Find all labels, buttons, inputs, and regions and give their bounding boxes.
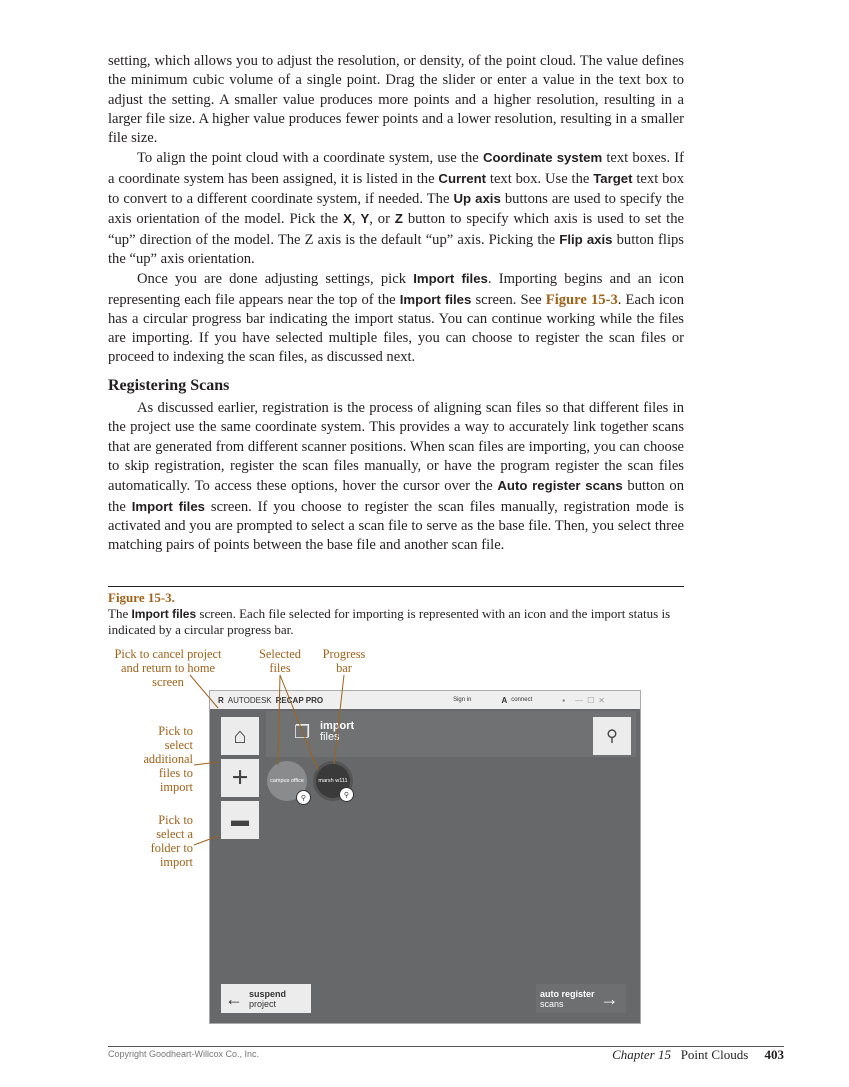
- home-icon: ⌂: [233, 723, 247, 748]
- text-run: text box. Use the: [486, 170, 594, 187]
- bold-term: Target: [593, 170, 633, 186]
- chapter-label: Chapter 15: [612, 1047, 671, 1062]
- recap-logo-icon: R: [218, 695, 224, 705]
- callout-folder: Pick to select a folder to import: [150, 813, 193, 869]
- callout-additional-files: Pick to select additional files to import: [143, 724, 193, 794]
- text-run: Once you are done adjusting settings, pick: [137, 271, 414, 288]
- bold-term: Flip axis: [559, 231, 613, 247]
- text-run: To align the point cloud with a coordinate system, use the: [137, 150, 483, 167]
- arrow-right-icon: →: [600, 988, 619, 1009]
- caption-text: The: [108, 605, 132, 621]
- chapter-title: Point Clouds: [680, 1047, 749, 1062]
- caption-bold: Import files: [131, 606, 197, 621]
- brand: AUTODESK: [227, 695, 272, 705]
- text-run: text boxes. If a coordinate system has been assigned, it is listed in the: [108, 150, 684, 187]
- bold-term: Z: [394, 211, 403, 227]
- page-number: 403: [764, 1047, 784, 1062]
- file-name: marsh w111: [318, 778, 348, 784]
- text-run: setting, which allows you to adjust the resolution, or density, of the point cloud. The value defines the minimum cubic volume of a single point. Drag the slider or enter a value in the text box to adjust the setting. A smaller value produces more points and a higher resolution, resulting in a larger file size. A higher value produces fewer points and a lower resolution, resulting in a smaller file size.: [108, 53, 684, 147]
- arrow-selected-1: [278, 675, 280, 765]
- bold-term: Auto register scans: [497, 478, 623, 494]
- sign-in-button[interactable]: Sign in: [453, 697, 472, 703]
- bold-term: Import files: [399, 291, 472, 307]
- text-run: ,: [351, 211, 361, 228]
- text-run: As discussed earlier, registration is the process of aligning scan files so that different files in the project use the same coordinate system. This provides a way to accurately link together scans that are generated from different scanner positions. When scan files are importing, you can choose to skip registration, register the scan files manually, or have the program register the scan files automatically. To access these options, hover the cursor over the: [108, 400, 684, 495]
- scanner-icon: ⚲: [296, 790, 311, 805]
- text-run: button to specify which axis is used to set the “up” direction of the model. The Z axis is the default “up” axis. Picking the: [108, 211, 685, 248]
- maximize-icon[interactable]: ☐: [587, 695, 595, 705]
- scans-label: scans: [540, 998, 564, 1009]
- figure-number: Figure 15-3.: [108, 590, 175, 605]
- project-label: project: [249, 998, 277, 1009]
- page-footer: [108, 1046, 784, 1062]
- caption-text-end: screen. Each file selected for importing is represented with an icon and the import status is indicated by a circular progress bar.: [108, 605, 671, 637]
- bold-term: Import files: [131, 498, 206, 514]
- close-icon[interactable]: ✕: [598, 695, 605, 705]
- scanner-location-icon: ⚲: [606, 728, 618, 745]
- bold-term: Up axis: [453, 191, 501, 207]
- text-run: . Importing begins and an icon representing each file appears near the top of the: [108, 271, 684, 308]
- folder-plus-icon: ▬: [231, 809, 249, 830]
- bold-term: Coordinate system: [482, 150, 603, 166]
- header-title: import: [320, 720, 355, 732]
- text-run: screen. See: [471, 291, 546, 308]
- copyright: Copyright Goodheart-Willcox Co., Inc.: [108, 1049, 260, 1059]
- header-subtitle: files: [320, 731, 340, 743]
- callout-selected-files: Selected files: [259, 647, 301, 675]
- file-name: campus office: [270, 778, 304, 784]
- arrow-folder: [194, 836, 218, 845]
- files-icon: ❐: [294, 722, 311, 742]
- connect-button[interactable]: connect: [511, 697, 533, 703]
- text-run: screen. If you choose to register the scan files manually, registration mode is activated and you are prompted to select a scan file to serve as the base file. Then, you select three matching pairs of points between the base file and another scan file.: [108, 498, 685, 554]
- bold-term: Import files: [413, 271, 488, 287]
- product: RECAP PRO: [275, 695, 324, 705]
- arrow-left-icon: ←: [225, 988, 243, 1009]
- arrow-additional: [194, 762, 218, 765]
- text-run: button flips the “up” axis orientation.: [108, 231, 684, 267]
- text-run: buttons are used to specify the axis orientation of the model. Pick the: [108, 191, 684, 228]
- chat-icon[interactable]: ▪: [562, 695, 566, 705]
- text-run: , or: [369, 211, 395, 228]
- figure-reference[interactable]: Figure 15-3: [545, 291, 618, 308]
- section-heading: Registering Scans: [108, 376, 230, 394]
- autodesk-a-icon: A: [501, 695, 508, 705]
- arrow-selected-2: [280, 675, 318, 770]
- arrow-cancel: [190, 675, 218, 708]
- bold-term: X: [343, 211, 352, 227]
- auto-register-label: auto register: [540, 988, 595, 999]
- scanner-icon: ⚲: [339, 787, 354, 802]
- arrow-progress: [334, 675, 344, 764]
- text-run: text box to convert to a different coordinate system, if needed. The: [108, 170, 684, 208]
- callout-cancel: Pick to cancel project and return to home screen: [114, 647, 222, 689]
- plus-icon: +: [231, 761, 249, 794]
- text-run: . Each icon has a circular progress bar indicating the import status. You can continue working while the files are importing. If you have selected multiple files, you can choose to register the scan files or proceed to indexing the scan files, as discussed next.: [108, 291, 684, 366]
- suspend-label: suspend: [249, 988, 287, 999]
- text-run: button on the: [108, 478, 684, 515]
- bold-term: Current: [438, 170, 487, 186]
- callout-progress-bar: Progress bar: [322, 647, 366, 675]
- bold-term: Y: [360, 211, 370, 227]
- minimize-icon[interactable]: —: [575, 695, 584, 705]
